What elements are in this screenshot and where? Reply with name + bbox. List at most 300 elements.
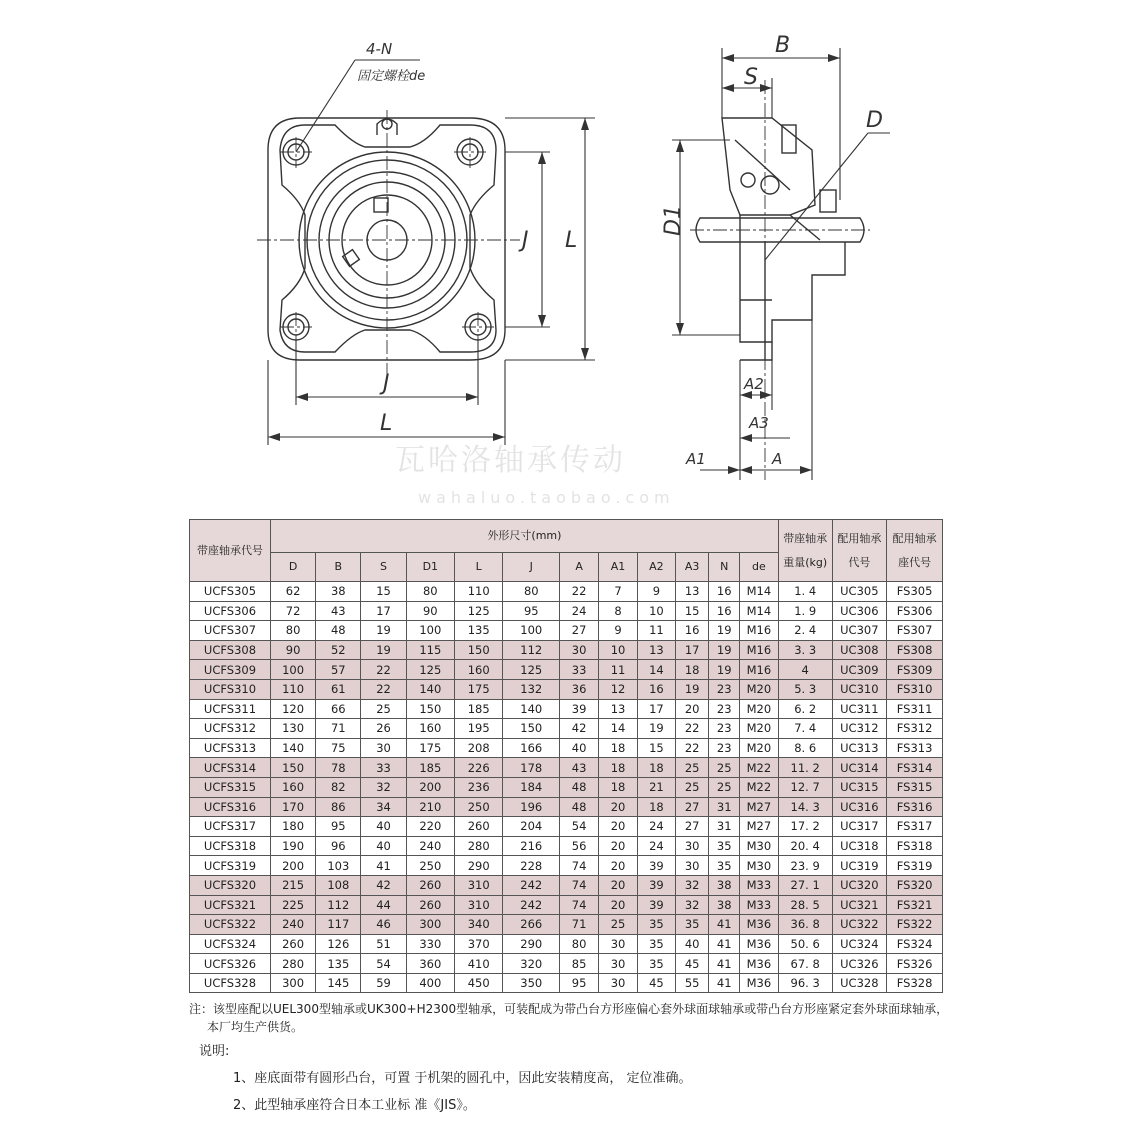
cell-kg: 50. 6 [778,934,832,954]
cell-n: 41 [709,915,739,935]
cell-model: UCFS306 [190,601,271,621]
header-col-l: L [455,553,503,582]
cell-a1: 9 [599,621,638,641]
label-4-n: 4-N [366,40,393,58]
label-l-horizontal: L [380,411,393,436]
table-row [190,621,943,641]
cell-a: 54 [560,817,599,837]
cell-b: 145 [316,973,361,993]
cell-bearing: UC324 [832,934,887,954]
cell-s: 19 [361,640,406,660]
cell-a1: 10 [599,640,638,660]
cell-j: 204 [503,817,560,837]
cell-b: 52 [316,640,361,660]
cell-b: 112 [316,895,361,915]
cell-b: 61 [316,679,361,699]
label-d1: D1 [661,205,686,236]
cell-bearing: UC315 [832,777,887,797]
cell-s: 15 [361,582,406,602]
cell-model: UCFS311 [190,699,271,719]
cell-d: 215 [270,875,315,895]
spec-table [189,519,943,993]
table-body [190,582,943,993]
cell-kg: 17. 2 [778,817,832,837]
cell-d: 160 [270,777,315,797]
cell-a: 74 [560,856,599,876]
cell-de: M36 [739,934,778,954]
cell-b: 38 [316,582,361,602]
cell-l: 260 [455,817,503,837]
cell-de: M20 [739,699,778,719]
table-row [190,895,943,915]
cell-a1: 20 [599,856,638,876]
cell-housing: FS307 [887,621,943,641]
cell-d: 300 [270,973,315,993]
cell-a1: 30 [599,934,638,954]
cell-housing: FS309 [887,660,943,680]
table-header-row [190,520,943,553]
cell-n: 16 [709,582,739,602]
cell-housing: FS318 [887,836,943,856]
cell-s: 26 [361,719,406,739]
cell-a: 95 [560,973,599,993]
cell-de: M36 [739,915,778,935]
cell-b: 57 [316,660,361,680]
cell-a1: 11 [599,660,638,680]
cell-s: 22 [361,679,406,699]
cell-j: 242 [503,895,560,915]
cell-model: UCFS320 [190,875,271,895]
cell-s: 46 [361,915,406,935]
cell-a1: 18 [599,738,638,758]
cell-n: 19 [709,621,739,641]
cell-model: UCFS321 [190,895,271,915]
cell-a: 22 [560,582,599,602]
cell-a: 85 [560,954,599,974]
cell-d1: 90 [406,601,454,621]
cell-a3: 30 [675,856,709,876]
table-row [190,817,943,837]
cell-kg: 96. 3 [778,973,832,993]
cell-l: 110 [455,582,503,602]
label-s: S [744,65,758,90]
cell-model: UCFS328 [190,973,271,993]
cell-kg: 27. 1 [778,875,832,895]
cell-housing: FS321 [887,895,943,915]
cell-a3: 25 [675,758,709,778]
cell-a: 43 [560,758,599,778]
cell-n: 38 [709,875,739,895]
cell-d: 200 [270,856,315,876]
cell-a3: 27 [675,817,709,837]
cell-bearing: UC308 [832,640,887,660]
cell-d1: 115 [406,640,454,660]
cell-a3: 32 [675,875,709,895]
cell-housing: FS316 [887,797,943,817]
cell-n: 23 [709,719,739,739]
cell-d1: 240 [406,836,454,856]
cell-j: 132 [503,679,560,699]
cell-d: 140 [270,738,315,758]
cell-de: M20 [739,738,778,758]
cell-n: 16 [709,601,739,621]
table-row [190,738,943,758]
cell-j: 228 [503,856,560,876]
cell-a1: 13 [599,699,638,719]
cell-de: M36 [739,973,778,993]
cell-model: UCFS310 [190,679,271,699]
cell-a1: 20 [599,875,638,895]
cell-d: 280 [270,954,315,974]
cell-s: 44 [361,895,406,915]
watermark-cn: 瓦哈洛轴承传动 [395,443,626,478]
cell-d: 62 [270,582,315,602]
cell-a3: 45 [675,954,709,974]
table-row [190,797,943,817]
cell-de: M20 [739,719,778,739]
cell-d: 90 [270,640,315,660]
cell-j: 320 [503,954,560,974]
cell-a3: 25 [675,777,709,797]
cell-s: 42 [361,875,406,895]
cell-a3: 15 [675,601,709,621]
cell-b: 117 [316,915,361,935]
cell-j: 166 [503,738,560,758]
cell-b: 75 [316,738,361,758]
cell-d: 150 [270,758,315,778]
cell-j: 178 [503,758,560,778]
cell-bearing: UC314 [832,758,887,778]
cell-d1: 260 [406,895,454,915]
cell-d: 80 [270,621,315,641]
cell-kg: 2. 4 [778,621,832,641]
cell-model: UCFS316 [190,797,271,817]
cell-a3: 17 [675,640,709,660]
cell-a2: 9 [637,582,675,602]
cell-a: 74 [560,895,599,915]
cell-s: 30 [361,738,406,758]
cell-bearing: UC320 [832,875,887,895]
cell-a3: 40 [675,934,709,954]
front-arrowheads [268,118,589,441]
cell-n: 35 [709,836,739,856]
cell-a: 24 [560,601,599,621]
cell-a2: 39 [637,895,675,915]
cell-b: 43 [316,601,361,621]
explain-title: 说明: [199,1044,230,1059]
header-col-a2: A2 [637,553,675,582]
header-housing: 配用轴承座代号 [887,520,943,582]
cell-a1: 18 [599,758,638,778]
cell-l: 450 [455,973,503,993]
cell-l: 175 [455,679,503,699]
cell-a: 56 [560,836,599,856]
cell-de: M16 [739,621,778,641]
cell-n: 19 [709,640,739,660]
label-a: A [772,450,783,468]
cell-bearing: UC309 [832,660,887,680]
notes [189,1000,959,1036]
cell-d: 225 [270,895,315,915]
cell-a1: 20 [599,836,638,856]
cell-a2: 24 [637,817,675,837]
cell-s: 40 [361,817,406,837]
cell-a2: 21 [637,777,675,797]
cell-kg: 1. 9 [778,601,832,621]
explain-item-2: 2、此型轴承座符合日本工业标 准《JIS》。 [233,1098,476,1113]
label-d: D [866,108,883,133]
header-dims-group: 外形尺寸(mm) [270,520,778,553]
cell-kg: 67. 8 [778,954,832,974]
header-col-s: S [361,553,406,582]
cell-l: 290 [455,856,503,876]
cell-a2: 35 [637,915,675,935]
cell-a1: 20 [599,797,638,817]
cell-a2: 11 [637,621,675,641]
table-row [190,777,943,797]
cell-s: 17 [361,601,406,621]
cell-model: UCFS315 [190,777,271,797]
cell-de: M27 [739,817,778,837]
cell-b: 135 [316,954,361,974]
cell-a1: 7 [599,582,638,602]
cell-s: 54 [361,954,406,974]
cell-l: 280 [455,836,503,856]
cell-d1: 125 [406,660,454,680]
cell-a: 71 [560,915,599,935]
table-row [190,954,943,974]
cell-b: 108 [316,875,361,895]
cell-de: M30 [739,836,778,856]
cell-de: M30 [739,856,778,876]
cell-a3: 18 [675,660,709,680]
header-col-a1: A1 [599,553,638,582]
cell-l: 340 [455,915,503,935]
cell-kg: 5. 3 [778,679,832,699]
cell-l: 310 [455,875,503,895]
cell-a2: 13 [637,640,675,660]
cell-d: 110 [270,679,315,699]
cell-j: 140 [503,699,560,719]
cell-bearing: UC307 [832,621,887,641]
cell-d: 72 [270,601,315,621]
cell-n: 41 [709,973,739,993]
cell-d1: 140 [406,679,454,699]
cell-housing: FS306 [887,601,943,621]
cell-b: 82 [316,777,361,797]
cell-housing: FS328 [887,973,943,993]
cell-j: 125 [503,660,560,680]
cell-b: 103 [316,856,361,876]
cell-n: 25 [709,777,739,797]
cell-a1: 30 [599,954,638,974]
header-col-a: A [560,553,599,582]
cell-s: 59 [361,973,406,993]
cell-de: M16 [739,660,778,680]
cell-model: UCFS313 [190,738,271,758]
label-a3: A3 [749,414,769,432]
cell-kg: 36. 8 [778,915,832,935]
cell-de: M33 [739,875,778,895]
cell-bearing: UC316 [832,797,887,817]
cell-a2: 15 [637,738,675,758]
cell-a: 33 [560,660,599,680]
cell-a2: 16 [637,679,675,699]
cell-kg: 6. 2 [778,699,832,719]
cell-n: 35 [709,856,739,876]
cell-d1: 210 [406,797,454,817]
cell-a1: 20 [599,895,638,915]
cell-model: UCFS319 [190,856,271,876]
cell-a2: 35 [637,934,675,954]
cell-d1: 200 [406,777,454,797]
cell-model: UCFS305 [190,582,271,602]
table-row [190,699,943,719]
label-j-vertical: J [522,228,529,253]
table-row [190,601,943,621]
cell-a: 42 [560,719,599,739]
cell-b: 86 [316,797,361,817]
cell-kg: 12. 7 [778,777,832,797]
cell-a3: 13 [675,582,709,602]
cell-d: 100 [270,660,315,680]
cell-d1: 360 [406,954,454,974]
cell-a3: 27 [675,797,709,817]
table-row [190,660,943,680]
table-row [190,679,943,699]
cell-d1: 160 [406,719,454,739]
cell-de: M20 [739,679,778,699]
cell-housing: FS322 [887,915,943,935]
cell-d: 130 [270,719,315,739]
table-row [190,582,943,602]
side-arrowheads [676,54,840,474]
cell-d: 180 [270,817,315,837]
cell-housing: FS305 [887,582,943,602]
header-model: 带座轴承代号 [190,520,271,582]
watermark-en: wahaluo.taobao.com [418,488,675,507]
cell-j: 150 [503,719,560,739]
cell-d1: 100 [406,621,454,641]
cell-n: 25 [709,758,739,778]
technical-drawing [0,0,1121,515]
cell-d: 190 [270,836,315,856]
cell-j: 184 [503,777,560,797]
header-col-a3: A3 [675,553,709,582]
cell-de: M16 [739,640,778,660]
cell-a3: 55 [675,973,709,993]
cell-housing: FS317 [887,817,943,837]
cell-bearing: UC322 [832,915,887,935]
cell-housing: FS313 [887,738,943,758]
table-row [190,640,943,660]
cell-a: 30 [560,640,599,660]
cell-l: 135 [455,621,503,641]
cell-s: 40 [361,836,406,856]
cell-d1: 300 [406,915,454,935]
cell-l: 226 [455,758,503,778]
cell-model: UCFS318 [190,836,271,856]
cell-j: 100 [503,621,560,641]
cell-de: M33 [739,895,778,915]
cell-bearing: UC321 [832,895,887,915]
cell-j: 350 [503,973,560,993]
cell-housing: FS312 [887,719,943,739]
cell-a2: 18 [637,758,675,778]
cell-n: 19 [709,660,739,680]
cell-s: 41 [361,856,406,876]
cell-a2: 24 [637,836,675,856]
cell-j: 216 [503,836,560,856]
cell-kg: 4 [778,660,832,680]
table-row [190,934,943,954]
cell-a: 48 [560,777,599,797]
cell-bearing: UC312 [832,719,887,739]
cell-d1: 80 [406,582,454,602]
cell-b: 95 [316,817,361,837]
cell-j: 80 [503,582,560,602]
cell-a1: 20 [599,817,638,837]
cell-j: 290 [503,934,560,954]
cell-d1: 175 [406,738,454,758]
cell-a3: 22 [675,738,709,758]
cell-j: 242 [503,875,560,895]
cell-bearing: UC313 [832,738,887,758]
cell-l: 208 [455,738,503,758]
cell-a2: 10 [637,601,675,621]
table-row [190,758,943,778]
cell-bearing: UC310 [832,679,887,699]
cell-j: 112 [503,640,560,660]
cell-bearing: UC326 [832,954,887,974]
cell-l: 236 [455,777,503,797]
cell-a3: 30 [675,836,709,856]
label-b: B [775,33,791,58]
cell-model: UCFS312 [190,719,271,739]
label-l-vertical: L [565,228,578,253]
cell-kg: 20. 4 [778,836,832,856]
cell-s: 33 [361,758,406,778]
cell-bearing: UC319 [832,856,887,876]
cell-l: 310 [455,895,503,915]
cell-b: 66 [316,699,361,719]
cell-model: UCFS317 [190,817,271,837]
cell-s: 22 [361,660,406,680]
cell-de: M36 [739,954,778,974]
cell-housing: FS326 [887,954,943,974]
cell-a1: 12 [599,679,638,699]
cell-s: 19 [361,621,406,641]
cell-n: 41 [709,954,739,974]
cell-a3: 20 [675,699,709,719]
cell-d1: 260 [406,875,454,895]
cell-j: 95 [503,601,560,621]
cell-de: M22 [739,758,778,778]
header-bearing: 配用轴承代号 [832,520,887,582]
cell-l: 370 [455,934,503,954]
cell-l: 150 [455,640,503,660]
cell-d1: 400 [406,973,454,993]
table-row [190,875,943,895]
cell-a2: 17 [637,699,675,719]
header-col-b: B [316,553,361,582]
cell-kg: 23. 9 [778,856,832,876]
cell-de: M14 [739,582,778,602]
cell-b: 71 [316,719,361,739]
cell-bearing: UC306 [832,601,887,621]
cell-a2: 14 [637,660,675,680]
cell-model: UCFS324 [190,934,271,954]
